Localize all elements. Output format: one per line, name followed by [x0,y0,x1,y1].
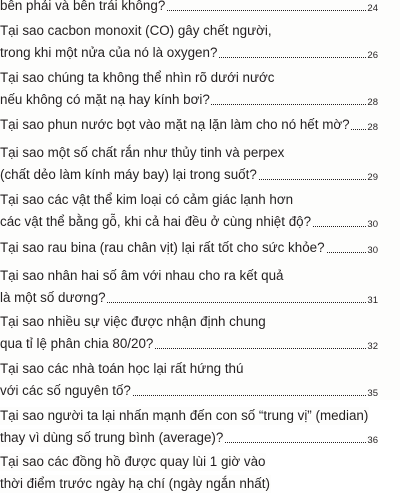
toc-entry-title: các vật thể bằng gỗ, khi cả hai đều ở cùng nhiệt độ? [0,214,312,229]
toc-entry-line [0,213,400,231]
toc-page-number: 35 [367,388,378,399]
toc-entry-line [0,239,400,257]
toc-entry-line [0,166,400,184]
toc-entry-line [0,267,400,285]
toc-entry-title: qua tỉ lệ phân chia 80/20? [0,336,154,351]
toc-page-number: 26 [367,50,378,61]
toc-entry-title: Tại sao cacbon monoxit (CO) gây chết người, [0,23,272,38]
toc-entry-title: Tại sao nhân hai số âm với nhau cho ra kết quả [0,268,284,283]
toc-page-number: 30 [367,219,378,230]
toc-page-number: 30 [367,245,378,256]
toc-entry-line [0,0,400,15]
toc-page-number: 29 [367,172,378,183]
toc-entry-line [0,91,400,109]
toc-entry-line [0,382,400,400]
toc-entry-line [0,407,400,425]
toc-entry-title: (chất dẻo làm kính máy bay) lại trong suốt? [0,167,257,182]
toc-entry-title: Tại sao người ta lại nhấn mạnh đến con số “trung vị” (median) [0,408,369,423]
toc-page-number: 32 [367,341,378,352]
toc-entry-title: Tại sao các vật thể kim loại có cảm giác lạnh hơn [0,192,294,207]
toc-page-number: 24 [367,3,378,14]
toc-entry-line [0,475,400,493]
toc-entry-line [0,313,400,331]
toc-entry-line [0,44,400,62]
toc-entry-title: bên phải và bên trái không? [0,0,166,15]
toc-entry-title: là một số dương? [0,290,106,305]
toc-entry-line [0,22,400,40]
toc-entry-title: Tại sao chúng ta không thể nhìn rõ dưới nước [0,70,275,85]
toc-entry-line [0,69,400,87]
toc-entry-line [0,289,400,307]
toc-page-number: 31 [367,295,378,306]
toc-entry-title: Tại sao phun nước bọt vào mặt nạ lặn làm cho nó hết mờ? [0,117,350,132]
toc-entry-title: Tại sao các đồng hồ được quay lùi 1 giờ vào [0,454,266,469]
toc-entry-title: Tại sao các nhà toán học lại rất hứng thú [0,361,244,376]
toc-entry-title: nếu không có mặt nạ hay kính bơi? [0,92,210,107]
toc-entry-line [0,429,400,447]
toc-entry-title: với các số nguyên tố? [0,383,131,398]
toc-page-number: 28 [367,122,378,133]
toc-entry-line [0,144,400,162]
toc-entry-title: Tại sao rau bina (rau chân vịt) lại rất tốt cho sức khỏe? [0,240,325,255]
toc-entry-line [0,453,400,471]
toc-entry-title: Tại sao nhiều sự việc được nhận định chung [0,314,266,329]
toc-page-number: 36 [367,435,378,446]
toc-entry-title: thời điểm trước ngày hạ chí (ngày ngắn nhất) [0,476,270,491]
toc-entry-line [0,191,400,209]
toc-entry-line [0,335,400,353]
toc-entry-title: Tại sao một số chất rắn như thủy tinh và perpex [0,145,285,160]
toc-entry-title: trong khi một nửa của nó là oxygen? [0,45,218,60]
toc-entry-line [0,360,400,378]
toc-page-number: 28 [367,97,378,108]
toc-entry-title: thay vì dùng số trung bình (average)? [0,430,224,445]
toc-entry-line [0,116,400,134]
